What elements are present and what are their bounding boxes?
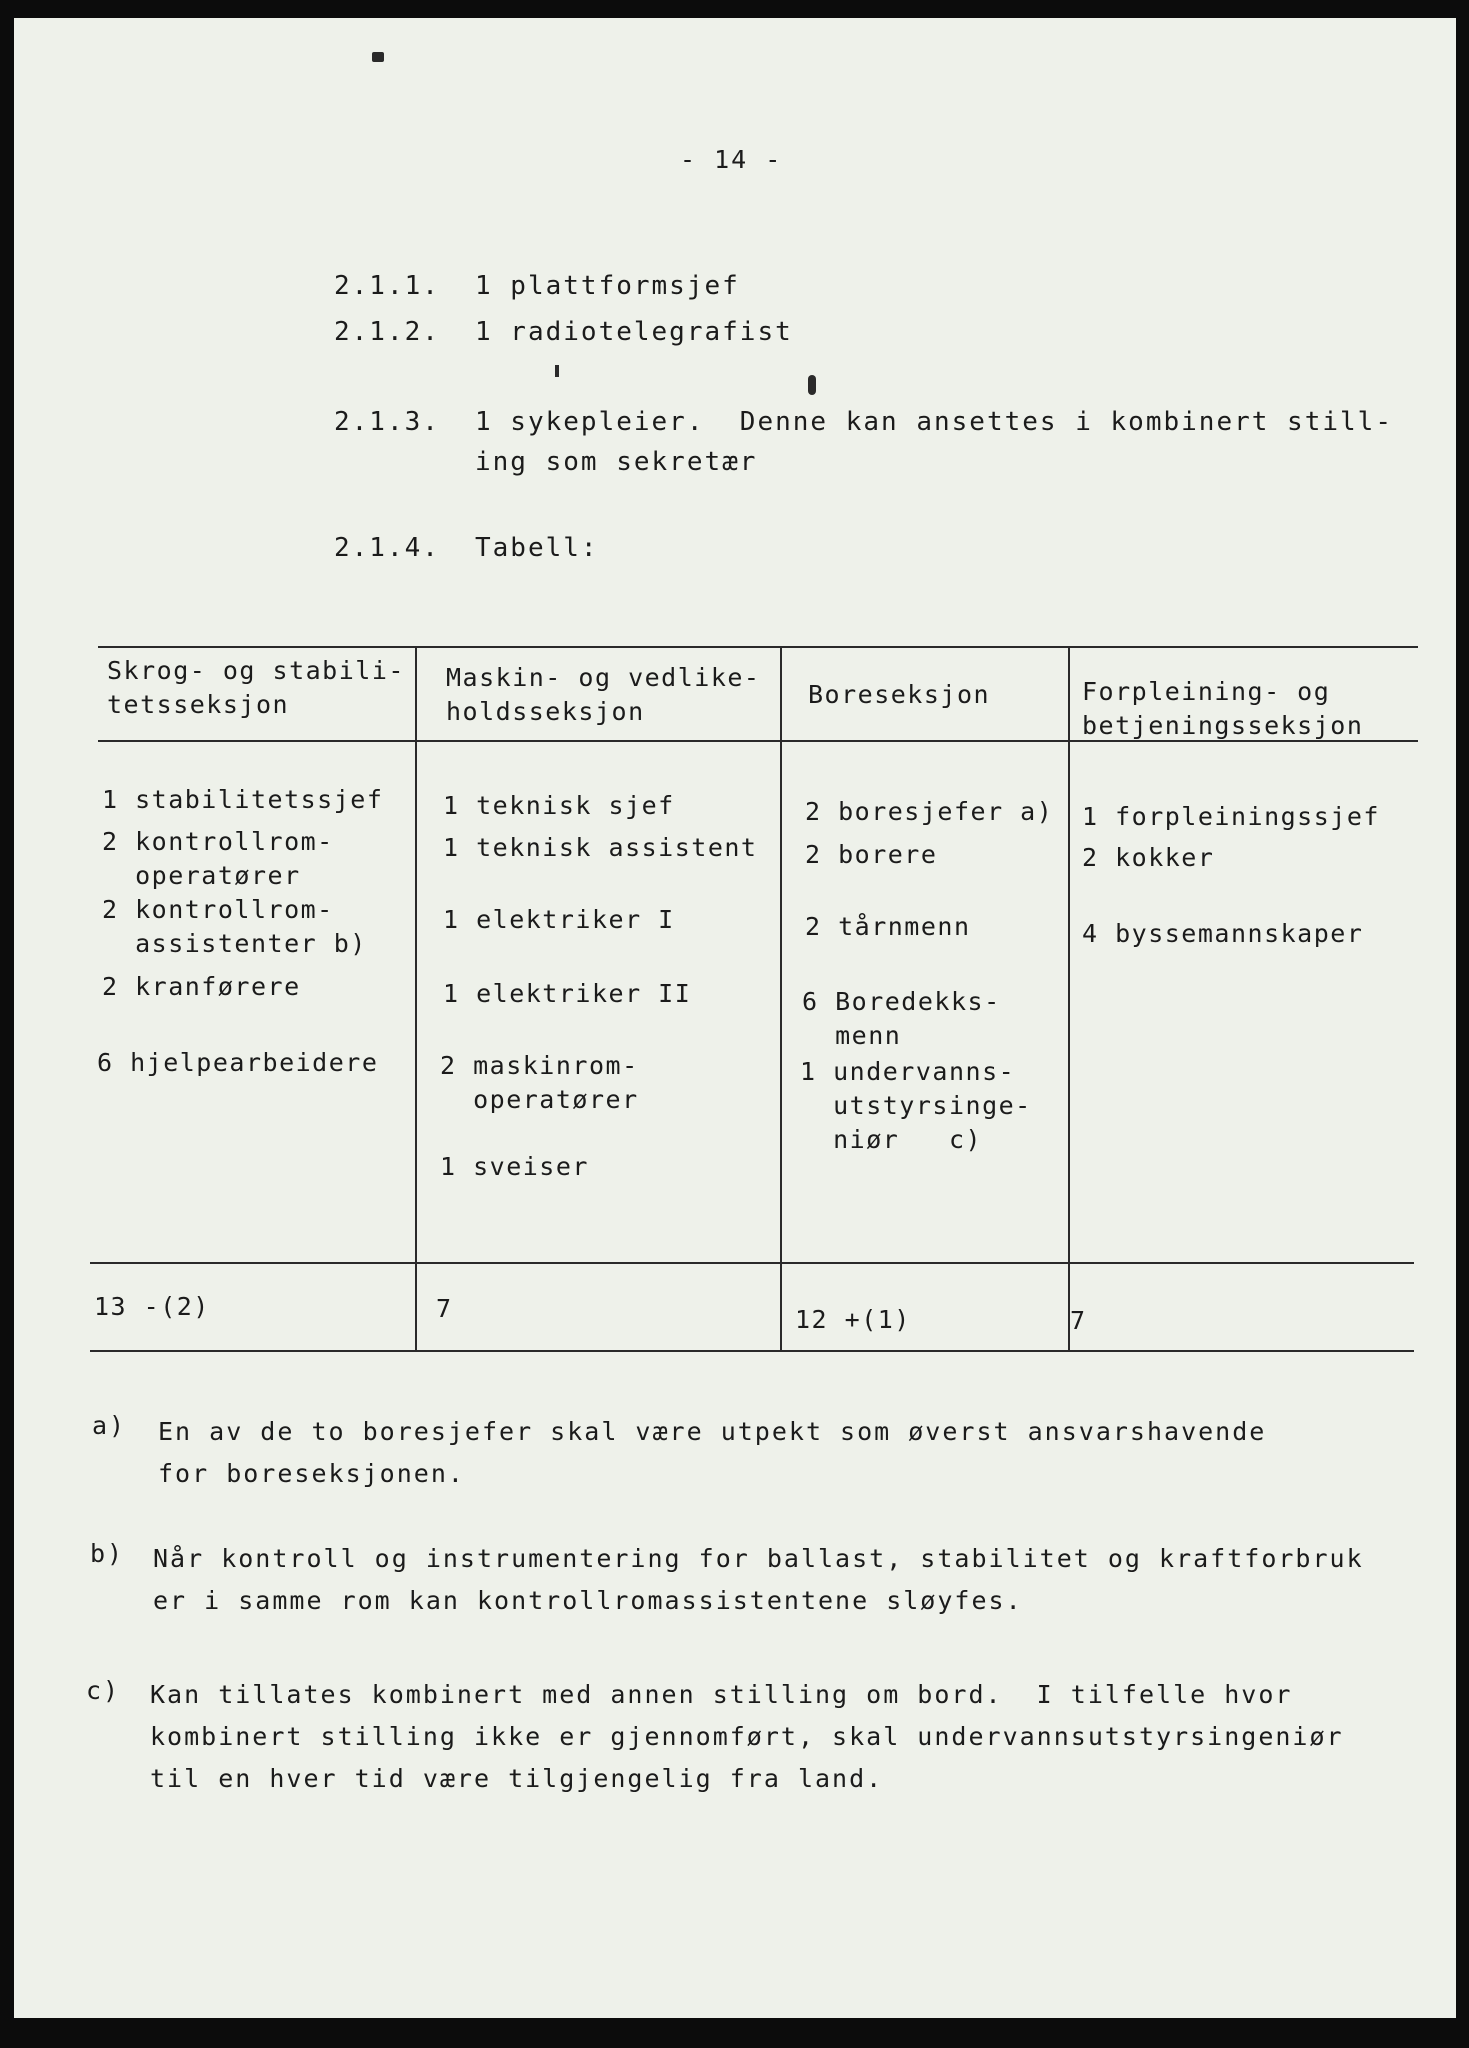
page-number: - 14 - (680, 145, 783, 174)
table-cell: 1 teknisk assistent (443, 833, 758, 862)
table-cell: 1 elektriker I (443, 905, 675, 934)
footnote-text: En av de to boresjefer skal være utpekt som øverst ansvarshavende for boreseksjonen. (158, 1417, 1267, 1488)
section-number: 2.1.4. (334, 533, 440, 563)
column-header: Skrog- og stabili- tetsseksjon (107, 656, 405, 719)
scan-speck (808, 375, 816, 395)
table-cell: 2 kontrollrom- operatører (102, 827, 334, 890)
table-cell: 2 boresjefer a) (805, 797, 1054, 826)
section-text: 1 sykepleier. Denne kan ansettes i kombinert still- (475, 407, 1393, 437)
table-cell: 1 elektriker II (443, 979, 692, 1008)
section-text: Tabell: (475, 533, 599, 563)
table-cell: 2 tårnmenn (805, 912, 971, 941)
table-cell: 1 teknisk sjef (443, 791, 675, 820)
table-total: 13 -(2) (94, 1292, 210, 1321)
table-top-rule (98, 646, 1418, 648)
table-cell: 2 kranførere (102, 972, 301, 1001)
section-text: 1 radiotelegrafist (475, 317, 793, 347)
section-number: 2.1.1. (334, 271, 440, 301)
footnote-text: Når kontroll og instrumentering for ballast, stabilitet og kraftforbruk er i samme rom kan kontrollromassistentene sløyfes. (153, 1544, 1364, 1615)
table-cell: 1 stabilitetssjef (102, 785, 384, 814)
table-cell: 2 borere (805, 840, 938, 869)
table-total: 12 +(1) (795, 1305, 911, 1334)
footnote-marker: b) (90, 1539, 125, 1568)
scan-speck (555, 365, 559, 377)
section-text: 1 plattformsjef (475, 271, 740, 301)
section-number: 2.1.3. (334, 407, 440, 437)
table-cell: 2 kokker (1082, 843, 1215, 872)
table-cell: 4 byssemannskaper (1082, 919, 1364, 948)
table-cell: 1 undervanns- utstyrsinge- niør c) (800, 1057, 1032, 1154)
section-number: 2.1.2. (334, 317, 440, 347)
column-header: Forpleining- og betjeningsseksjon (1082, 677, 1364, 740)
table-cell: 1 forpleiningssjef (1082, 802, 1380, 831)
table-total: 7 (1070, 1306, 1087, 1335)
table-totals-rule (90, 1262, 1414, 1264)
table-column-rule (415, 646, 417, 1350)
table-cell: 2 maskinrom- operatører (440, 1051, 639, 1114)
footnote-text: Kan tillates kombinert med annen stilling om bord. I tilfelle hvor kombinert stilling ikke er gjennomført, skal undervannsutstyrsingeniør til en hver tid være tilgjengelig fra land. (150, 1680, 1344, 1793)
table-column-rule (780, 646, 782, 1350)
table-bottom-rule (90, 1350, 1414, 1352)
table-cell: 1 sveiser (440, 1152, 589, 1181)
table-cell: 6 hjelpearbeidere (97, 1048, 379, 1077)
section-text-continued: ing som sekretær (475, 447, 758, 477)
column-header: Boreseksjon (808, 680, 991, 709)
footnote-marker: c) (86, 1676, 121, 1705)
table-total: 7 (436, 1294, 453, 1323)
footnote-marker: a) (92, 1411, 127, 1440)
table-cell: 2 kontrollrom- assistenter b) (102, 895, 367, 958)
scan-speck (372, 52, 384, 62)
table-column-rule (1068, 646, 1070, 1350)
table-cell: 6 Boredekks- menn (802, 987, 1001, 1050)
column-header: Maskin- og vedlike- holdsseksjon (446, 663, 761, 726)
